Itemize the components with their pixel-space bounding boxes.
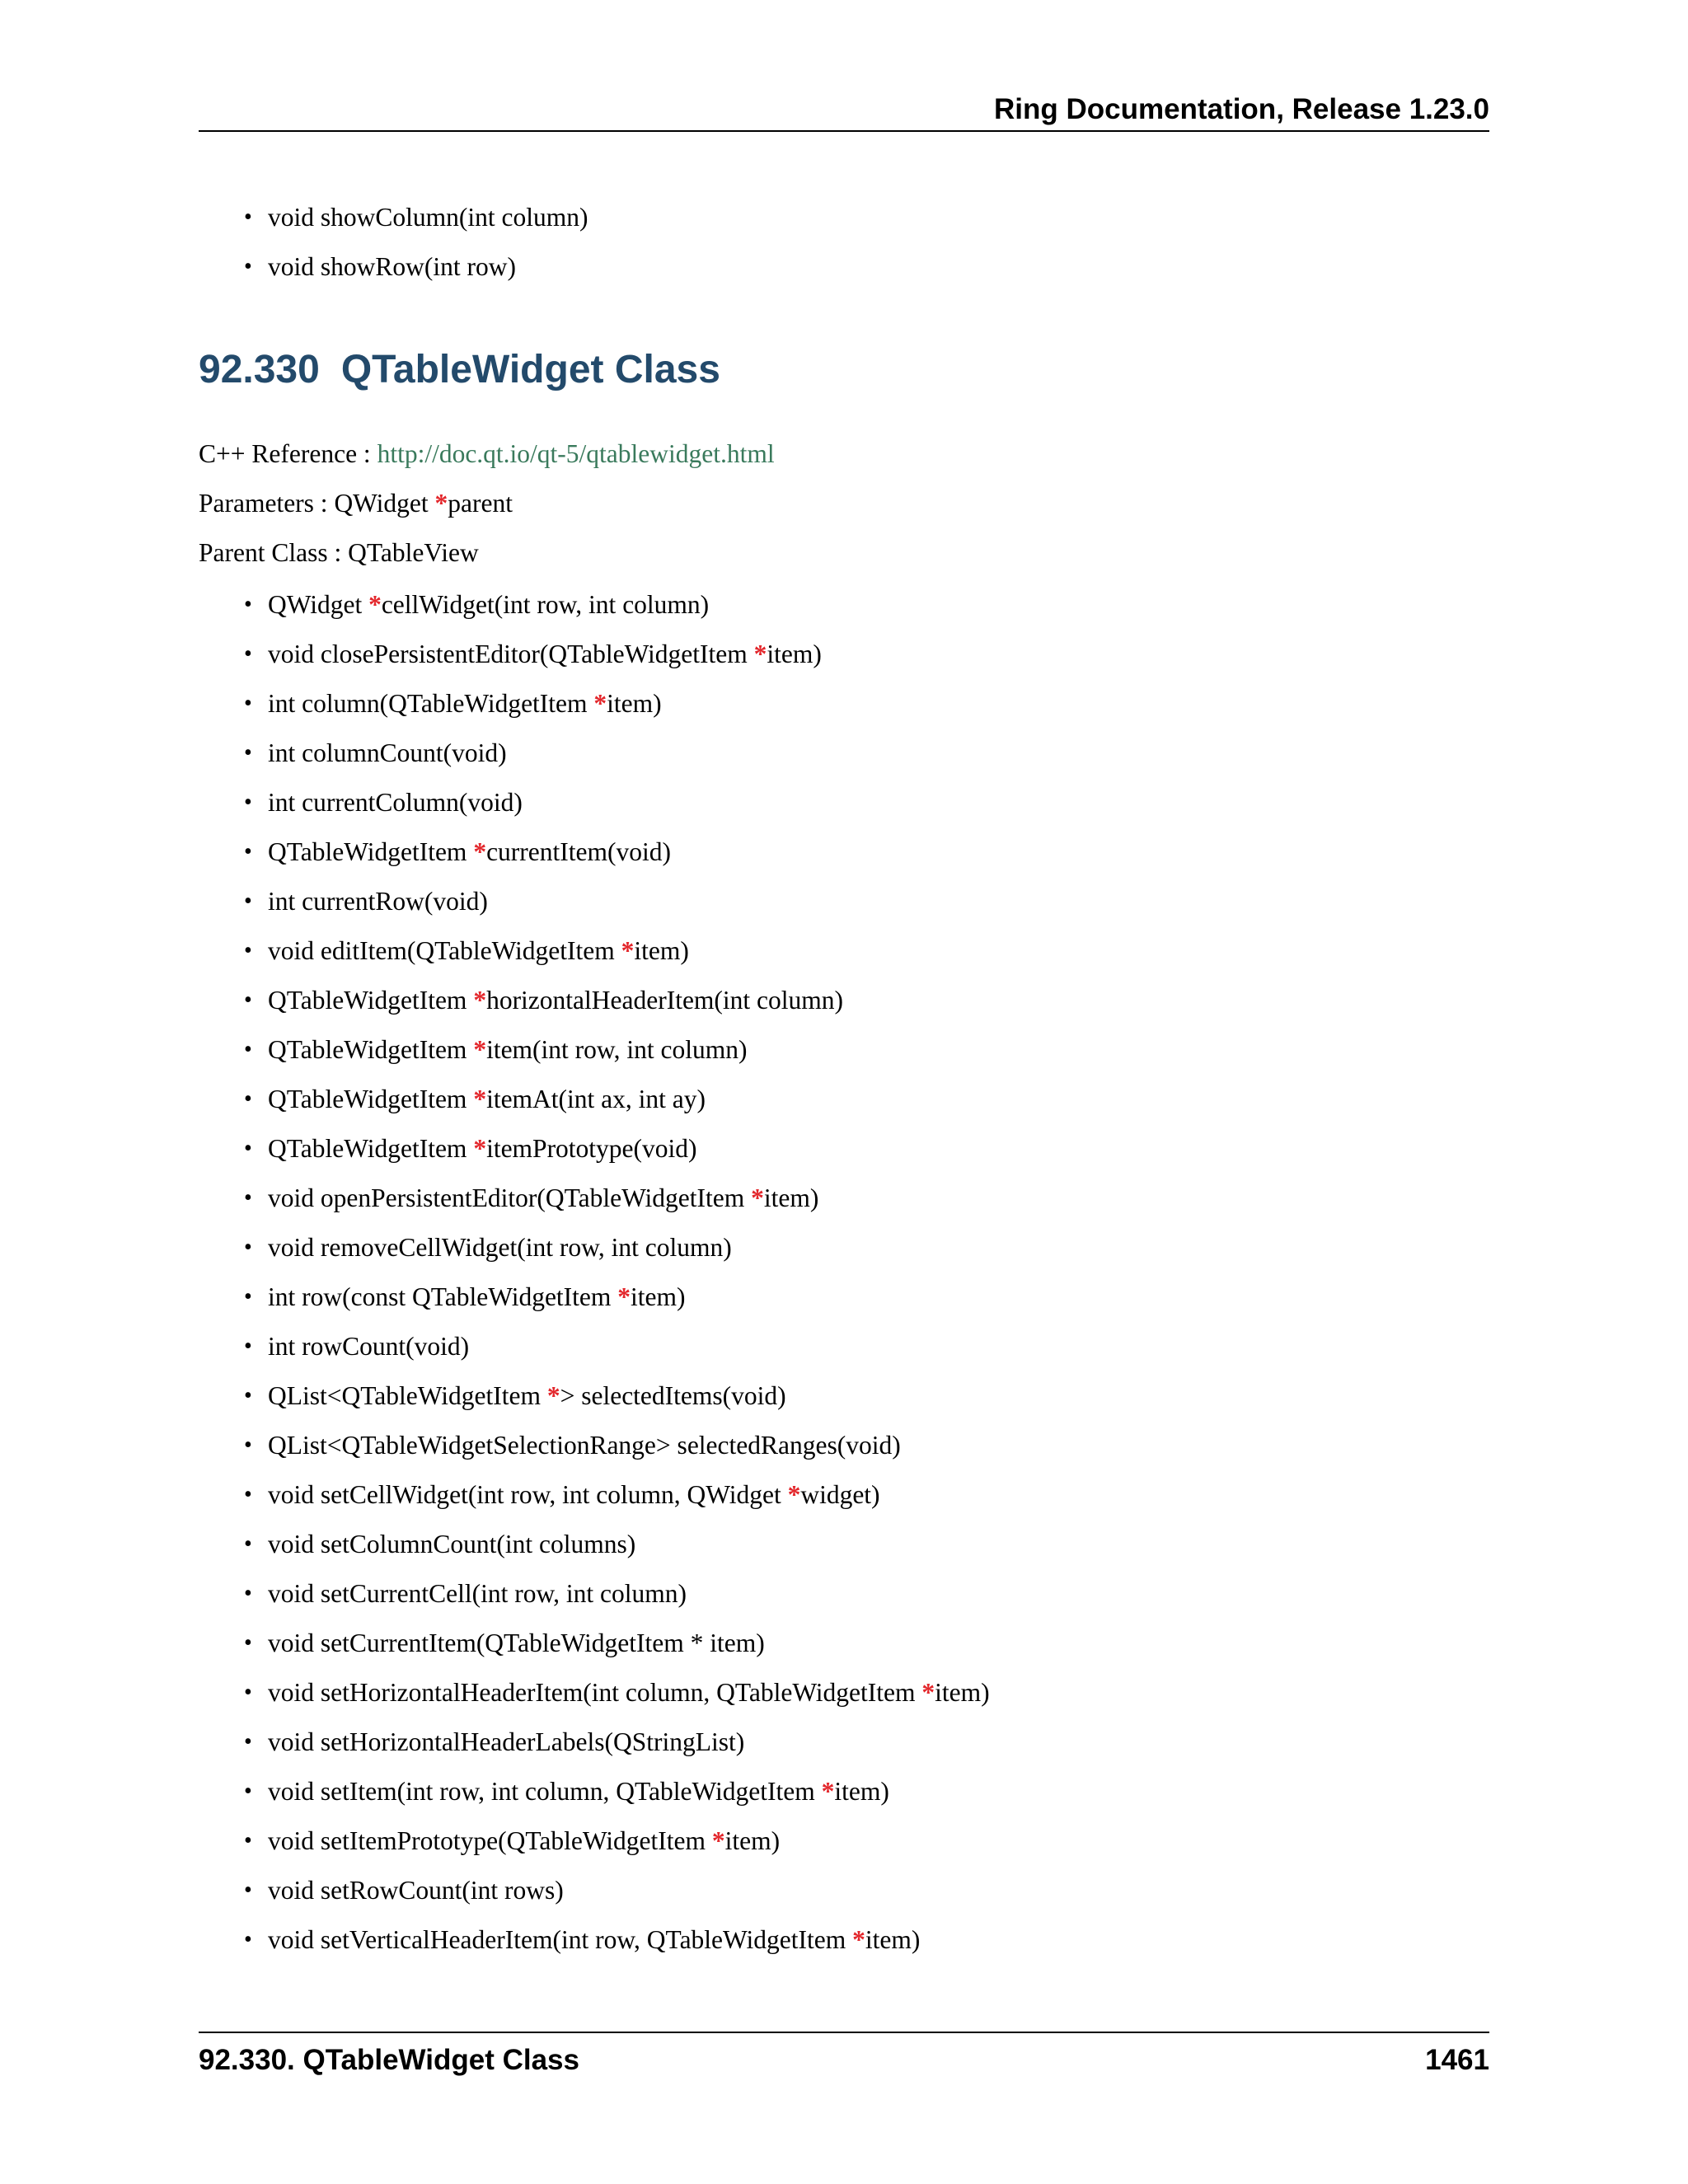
method-signature-text: itemAt(int ax, int ay) — [486, 1085, 706, 1113]
method-item — [244, 1272, 990, 1322]
method-item — [244, 1223, 990, 1272]
method-signature-text: horizontalHeaderItem(int column) — [486, 986, 844, 1015]
method-signature-text: QList<QTableWidgetSelectionRange> selectedRanges(void) — [268, 1431, 901, 1460]
section-number: 92.330 — [199, 348, 320, 391]
method-signature-text: void showColumn(int column) — [268, 203, 588, 232]
bullet: • — [244, 1680, 252, 1705]
bullet: • — [244, 641, 252, 667]
cpp-reference-link[interactable]: http://doc.qt.io/qt-5/qtablewidget.html — [377, 439, 775, 468]
method-signature-text: void setCurrentItem(QTableWidgetItem * item) — [268, 1629, 765, 1657]
bullet: • — [244, 740, 252, 766]
bullet: • — [244, 592, 252, 617]
bullet: • — [244, 938, 252, 963]
method-signature-text: item) — [865, 1925, 921, 1954]
method-item — [244, 1421, 990, 1470]
cpp-reference-label: C++ Reference : — [199, 439, 371, 468]
method-signature-text: void setVerticalHeaderItem(int row, QTableWidgetItem — [268, 1925, 853, 1954]
parent-class-value: QTableView — [348, 538, 479, 567]
method-signature-text: QTableWidgetItem — [268, 1085, 474, 1113]
method-signature-text: item) — [763, 1183, 819, 1212]
pointer-star: * — [473, 1134, 487, 1163]
pointer-star: * — [751, 1183, 764, 1212]
method-item — [244, 242, 588, 292]
bullet: • — [244, 1185, 252, 1211]
method-signature-text: item) — [634, 936, 689, 965]
method-signature-text: item) — [724, 1826, 781, 1855]
method-signature-text: itemPrototype(void) — [486, 1134, 697, 1163]
method-signature-text: void setRowCount(int rows) — [268, 1876, 564, 1905]
bullet: • — [244, 790, 252, 815]
bullet: • — [244, 839, 252, 865]
pointer-star: * — [593, 689, 607, 718]
method-item — [244, 729, 990, 778]
method-signature-text: item) — [935, 1678, 990, 1707]
pointer-star: * — [821, 1777, 835, 1806]
pointer-star: * — [711, 1826, 725, 1855]
bullet: • — [244, 1136, 252, 1161]
bullet: • — [244, 204, 252, 230]
method-signature-text: int row(const QTableWidgetItem — [268, 1282, 618, 1311]
pointer-star: * — [473, 1085, 487, 1113]
method-signature-text: int columnCount(void) — [268, 738, 507, 767]
method-signature-text: int column(QTableWidgetItem — [268, 689, 594, 718]
method-item — [244, 827, 990, 877]
footer-section-title: 92.330. QTableWidget Class — [199, 2044, 579, 2076]
bullet: • — [244, 1333, 252, 1359]
document-title: Ring Documentation, Release 1.23.0 — [993, 93, 1489, 125]
pointer-star: * — [473, 986, 487, 1015]
method-item — [244, 1025, 990, 1075]
method-signature-text: void showRow(int row) — [268, 252, 516, 281]
method-item — [244, 1520, 990, 1569]
bullet: • — [244, 1482, 252, 1507]
method-signature-text: QList<QTableWidgetItem — [268, 1381, 547, 1410]
method-item — [244, 877, 990, 926]
bullet: • — [244, 1037, 252, 1062]
method-signature-text: void closePersistentEditor(QTableWidgetItem — [268, 640, 754, 668]
bullet: • — [244, 1531, 252, 1557]
method-signature-text: QTableWidgetItem — [268, 837, 474, 866]
bullet: • — [244, 888, 252, 914]
method-item — [244, 1075, 990, 1124]
pointer-star: * — [753, 640, 767, 668]
parameters-label: Parameters : — [199, 489, 328, 518]
method-signature-text: void openPersistentEditor(QTableWidgetItem — [268, 1183, 752, 1212]
method-signature-text: cellWidget(int row, int column) — [381, 590, 710, 619]
method-item — [244, 1866, 990, 1915]
pointer-star: * — [921, 1678, 935, 1707]
continued-method-list — [244, 193, 588, 292]
method-item — [244, 976, 990, 1025]
method-signature-text: item) — [834, 1777, 889, 1806]
method-item — [244, 580, 990, 630]
method-signature-text: QTableWidgetItem — [268, 986, 474, 1015]
method-signature-text: item) — [767, 640, 822, 668]
parameters-name: parent — [448, 489, 513, 518]
parameters-line — [199, 479, 513, 528]
method-signature-text: QWidget — [268, 590, 369, 619]
method-signature-text: currentItem(void) — [486, 837, 671, 866]
section-title: QTableWidget Class — [340, 348, 720, 391]
bullet: • — [244, 987, 252, 1013]
bullet: • — [244, 1086, 252, 1112]
method-item — [244, 1915, 990, 1965]
method-signature-text: void editItem(QTableWidgetItem — [268, 936, 621, 965]
method-item — [244, 1124, 990, 1174]
method-signature-text: void setItemPrototype(QTableWidgetItem — [268, 1826, 712, 1855]
pointer-star: * — [621, 936, 635, 965]
method-signature-text: item) — [607, 689, 662, 718]
parameters-type: QWidget — [334, 489, 435, 518]
method-signature-text: void setHorizontalHeaderLabels(QStringList) — [268, 1727, 745, 1756]
method-signature-text: void setHorizontalHeaderItem(int column, QTableWidgetItem — [268, 1678, 922, 1707]
parent-class-label: Parent Class : — [199, 538, 342, 567]
method-signature-text: item(int row, int column) — [486, 1035, 748, 1064]
method-signature-text: QTableWidgetItem — [268, 1134, 474, 1163]
bullet: • — [244, 1828, 252, 1854]
bullet: • — [244, 1432, 252, 1458]
bullet: • — [244, 1877, 252, 1903]
page-header — [199, 89, 1489, 132]
method-item — [244, 1619, 990, 1668]
method-item — [244, 1322, 990, 1371]
parent-class-line — [199, 528, 479, 578]
method-signature-text: void setItem(int row, int column, QTableWidgetItem — [268, 1777, 822, 1806]
bullet: • — [244, 1630, 252, 1656]
method-item — [244, 778, 990, 827]
method-signature-text: void removeCellWidget(int row, int column) — [268, 1233, 732, 1262]
method-item — [244, 630, 990, 679]
method-signature-text: void setCurrentCell(int row, int column) — [268, 1579, 687, 1608]
method-item — [244, 926, 990, 976]
method-signature-text: int currentColumn(void) — [268, 788, 523, 817]
method-signature-text: > selectedItems(void) — [560, 1381, 786, 1410]
bullet: • — [244, 1779, 252, 1804]
method-item — [244, 193, 588, 242]
method-item — [244, 1668, 990, 1718]
bullet: • — [244, 1927, 252, 1952]
method-signature-text: QTableWidgetItem — [268, 1035, 474, 1064]
bullet: • — [244, 1284, 252, 1310]
method-list — [244, 580, 990, 1965]
method-item — [244, 679, 990, 729]
method-item — [244, 1470, 990, 1520]
method-item — [244, 1767, 990, 1816]
pointer-star: * — [617, 1282, 631, 1311]
bullet: • — [244, 691, 252, 716]
bullet: • — [244, 1581, 252, 1606]
pointer-star: * — [787, 1480, 801, 1509]
pointer-star: * — [473, 837, 487, 866]
method-signature-text: item) — [631, 1282, 686, 1311]
method-item — [244, 1371, 990, 1421]
method-item — [244, 1816, 990, 1866]
bullet: • — [244, 1729, 252, 1755]
method-signature-text: void setColumnCount(int columns) — [268, 1530, 636, 1558]
pointer-star: * — [368, 590, 382, 619]
method-signature-text: int currentRow(void) — [268, 887, 488, 916]
method-signature-text: widget) — [800, 1480, 880, 1509]
method-signature-text: void setCellWidget(int row, int column, QWidget — [268, 1480, 788, 1509]
bullet: • — [244, 1235, 252, 1260]
method-signature-text: int rowCount(void) — [268, 1332, 470, 1361]
bullet: • — [244, 254, 252, 279]
pointer-star: * — [434, 489, 448, 518]
pointer-star: * — [546, 1381, 560, 1410]
cpp-reference-line — [199, 429, 775, 479]
page-footer — [199, 2032, 1489, 2083]
pointer-star: * — [852, 1925, 865, 1954]
bullet: • — [244, 1383, 252, 1408]
pointer-star: * — [473, 1035, 487, 1064]
method-item — [244, 1718, 990, 1767]
page-number: 1461 — [1425, 2044, 1489, 2076]
method-item — [244, 1569, 990, 1619]
section-heading — [199, 341, 720, 399]
method-item — [244, 1174, 990, 1223]
